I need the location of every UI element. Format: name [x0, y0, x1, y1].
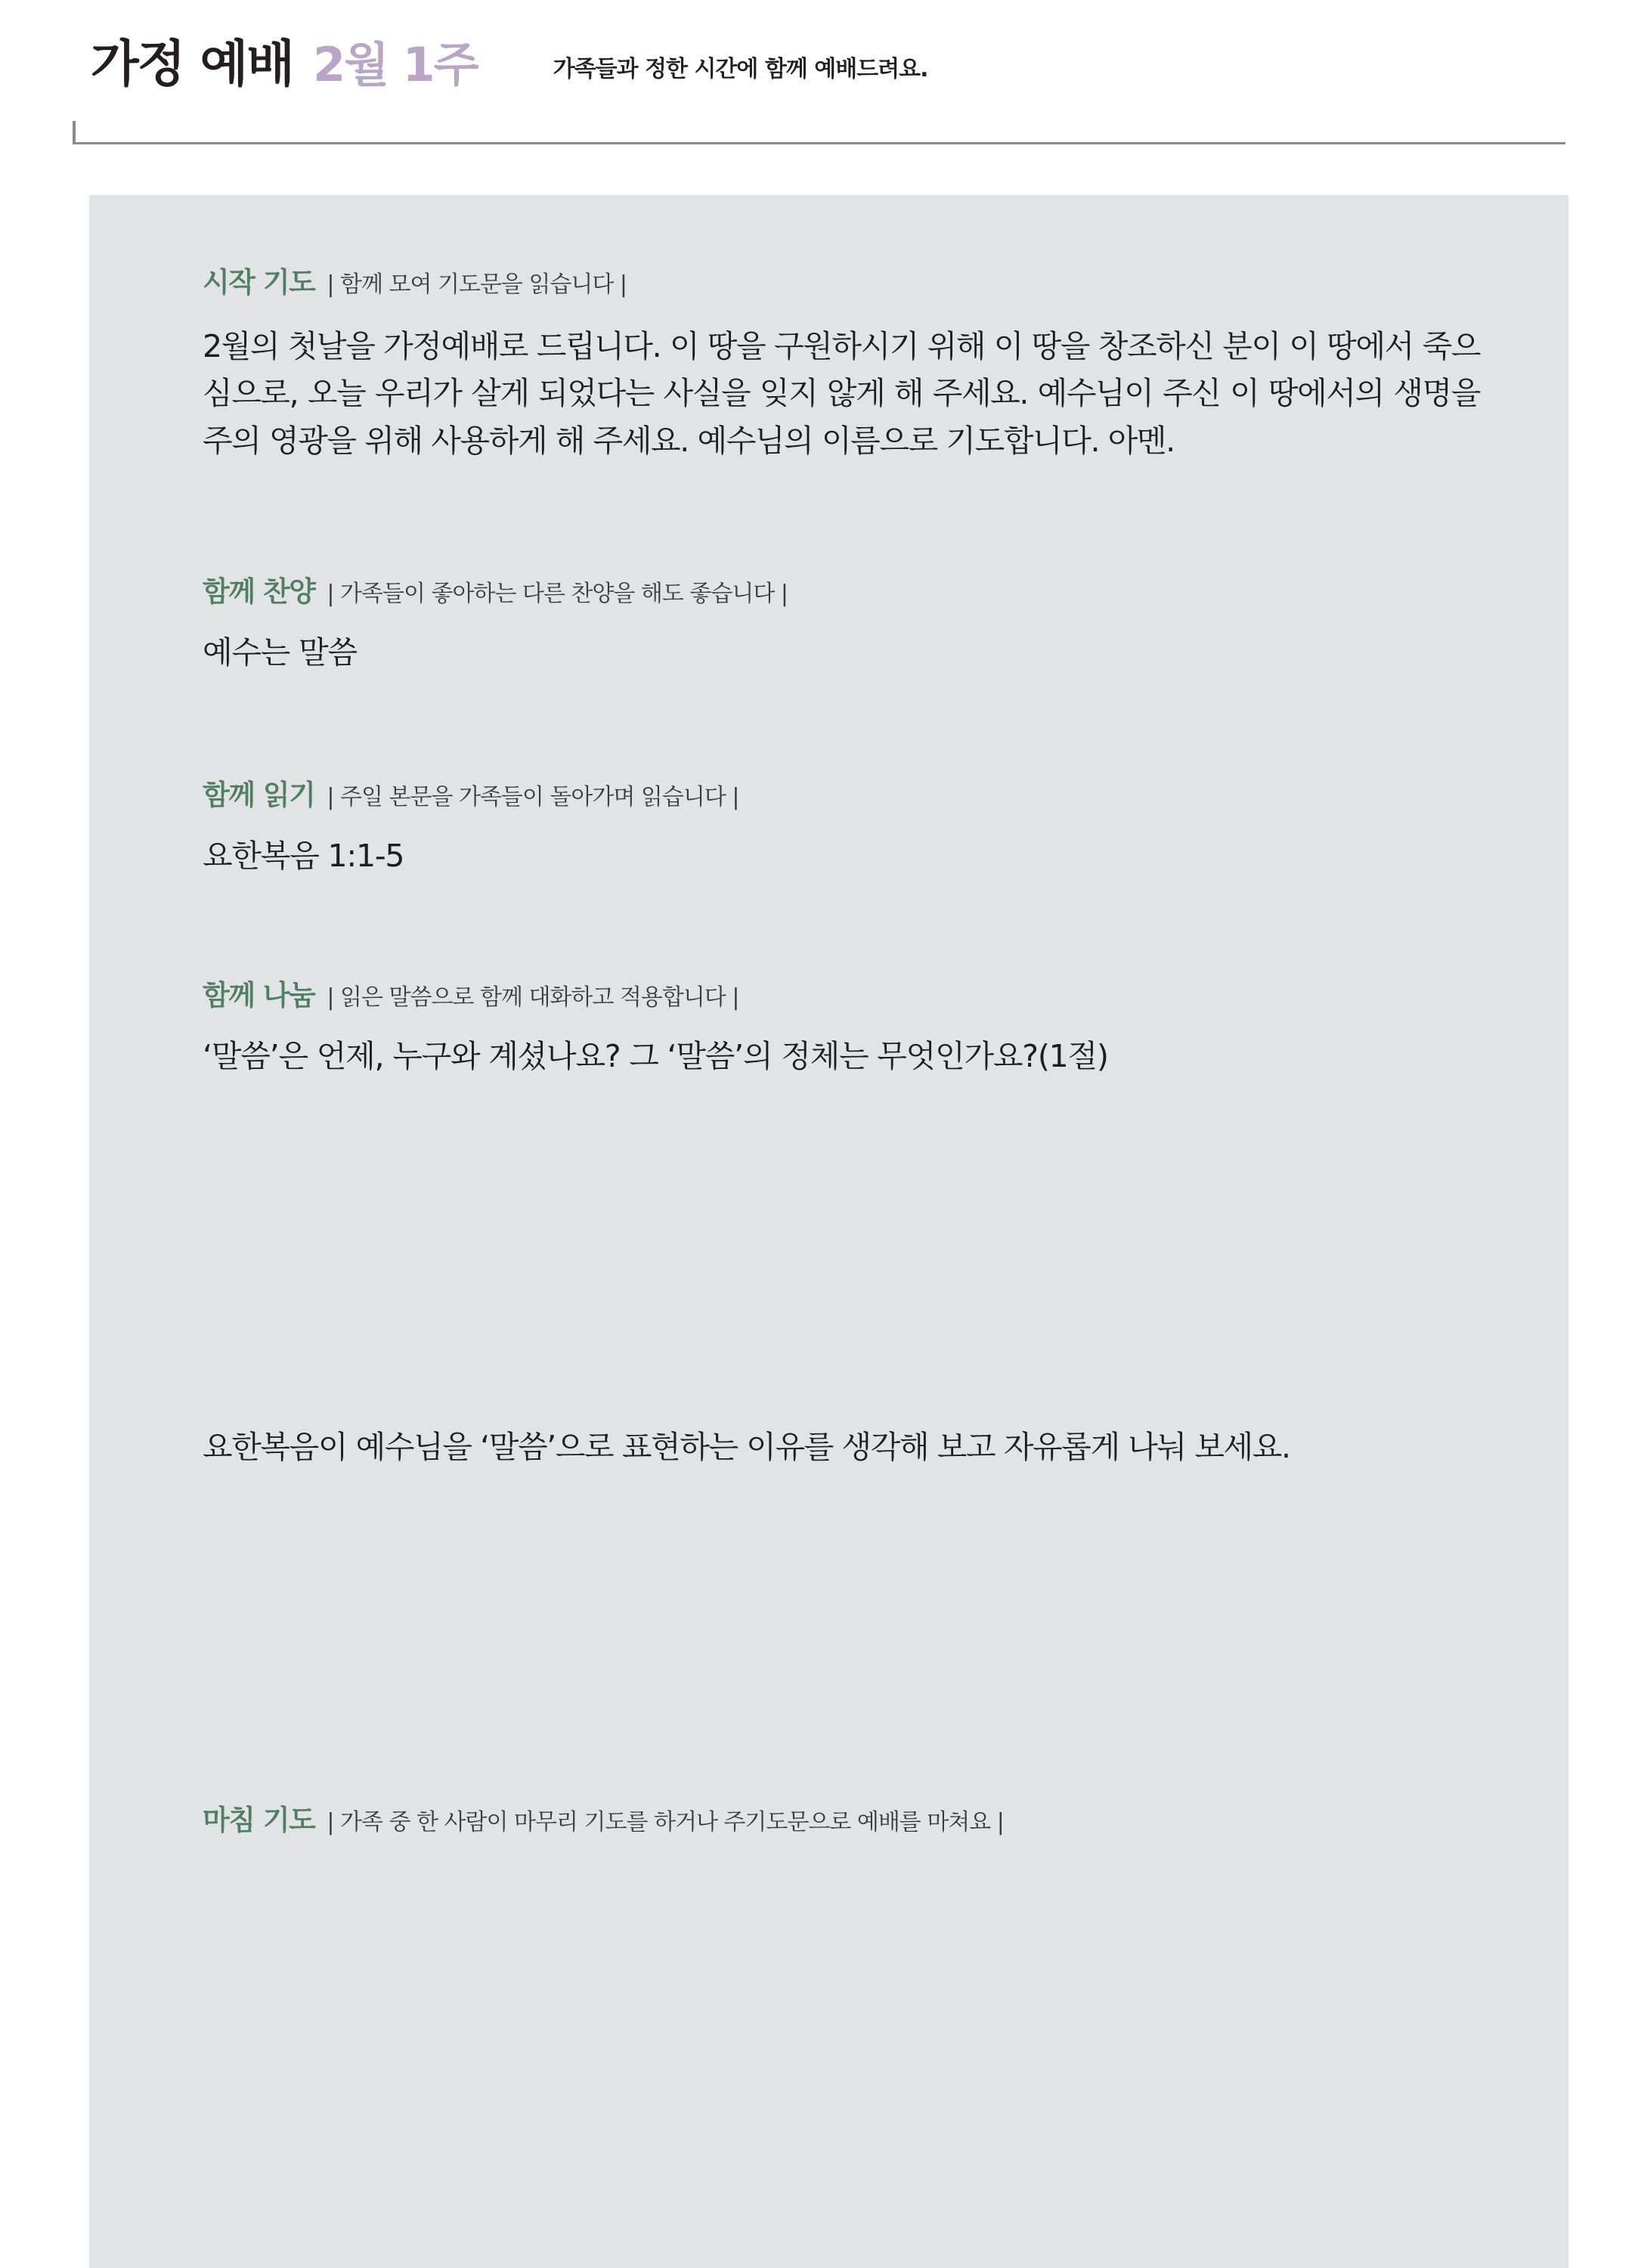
section-note: | 주일 본문을 가족들이 돌아가며 읽습니다 | — [327, 783, 739, 810]
section-label: 함께 찬양 — [203, 575, 315, 608]
header-divider — [73, 142, 1565, 144]
section-sharing — [203, 972, 1480, 1470]
page-title-week: 2월 1주 — [313, 37, 478, 92]
spacer — [203, 464, 1480, 569]
page-title: 가정 예배 — [91, 35, 294, 93]
answer-space-1 — [203, 1076, 1480, 1401]
answer-space-2 — [203, 1470, 1480, 1797]
section-heading-opening-prayer — [203, 259, 1480, 300]
spacer — [203, 875, 1480, 972]
praise-song-title: 예수는 말씀 — [203, 634, 357, 671]
section-heading-reading — [203, 772, 1480, 813]
section-heading-closing-prayer — [203, 1797, 1480, 1838]
reading-passage: 요한복음 1:1-5 — [203, 837, 404, 874]
section-heading-praise — [203, 569, 1480, 609]
opening-prayer-text: 2월의 첫날을 가정예배로 드립니다. 이 땅을 구원하시기 위해 이 땅을 창조하신 분이 이 땅에서 죽으심으로, 오늘 우리가 살게 되었다는 사실을 잊지 않게 해 주세요. 예수님이 주신 이 땅에서의 생명을 주의 영광을 위해 사용하게 해 주세요. 예수님의 이름으로 기도합니다. 아멘. — [203, 328, 1480, 459]
header-title-group — [91, 35, 928, 93]
spacer — [203, 672, 1480, 772]
page-subtitle: 가족들과 정한 시간에 함께 예배드려요. — [553, 56, 928, 82]
section-heading-sharing — [203, 972, 1480, 1013]
section-note: | 가족들이 좋아하는 다른 찬양을 해도 좋습니다 | — [327, 580, 788, 607]
sharing-question-1: ‘말씀’은 언제, 누구와 계셨나요? 그 ‘말씀’의 정체는 무엇인가요?(1절) — [203, 1037, 1108, 1074]
section-note: | 함께 모여 기도문을 읽습니다 | — [327, 271, 627, 298]
sharing-question-2: 요한복음이 예수님을 ‘말씀’으로 표현하는 이유를 생각해 보고 자유롭게 나눠 보세요. — [203, 1428, 1290, 1465]
section-opening-prayer — [203, 259, 1480, 464]
section-closing-prayer — [203, 1797, 1480, 1838]
section-label: 함께 읽기 — [203, 778, 315, 811]
header-rule-cap — [73, 121, 76, 144]
section-reading — [203, 772, 1480, 875]
content-panel — [89, 195, 1568, 2268]
page-header — [0, 0, 1638, 155]
section-praise — [203, 569, 1480, 672]
section-label: 마침 기도 — [203, 1804, 315, 1837]
section-label: 함께 나눔 — [203, 978, 315, 1012]
section-label: 시작 기도 — [203, 266, 315, 299]
section-note: | 가족 중 한 사람이 마무리 기도를 하거나 주기도문으로 예배를 마쳐요 | — [327, 1809, 1004, 1836]
section-note: | 읽은 말씀으로 함께 대화하고 적용합니다 | — [327, 984, 739, 1011]
content-panel-body — [203, 259, 1480, 1838]
